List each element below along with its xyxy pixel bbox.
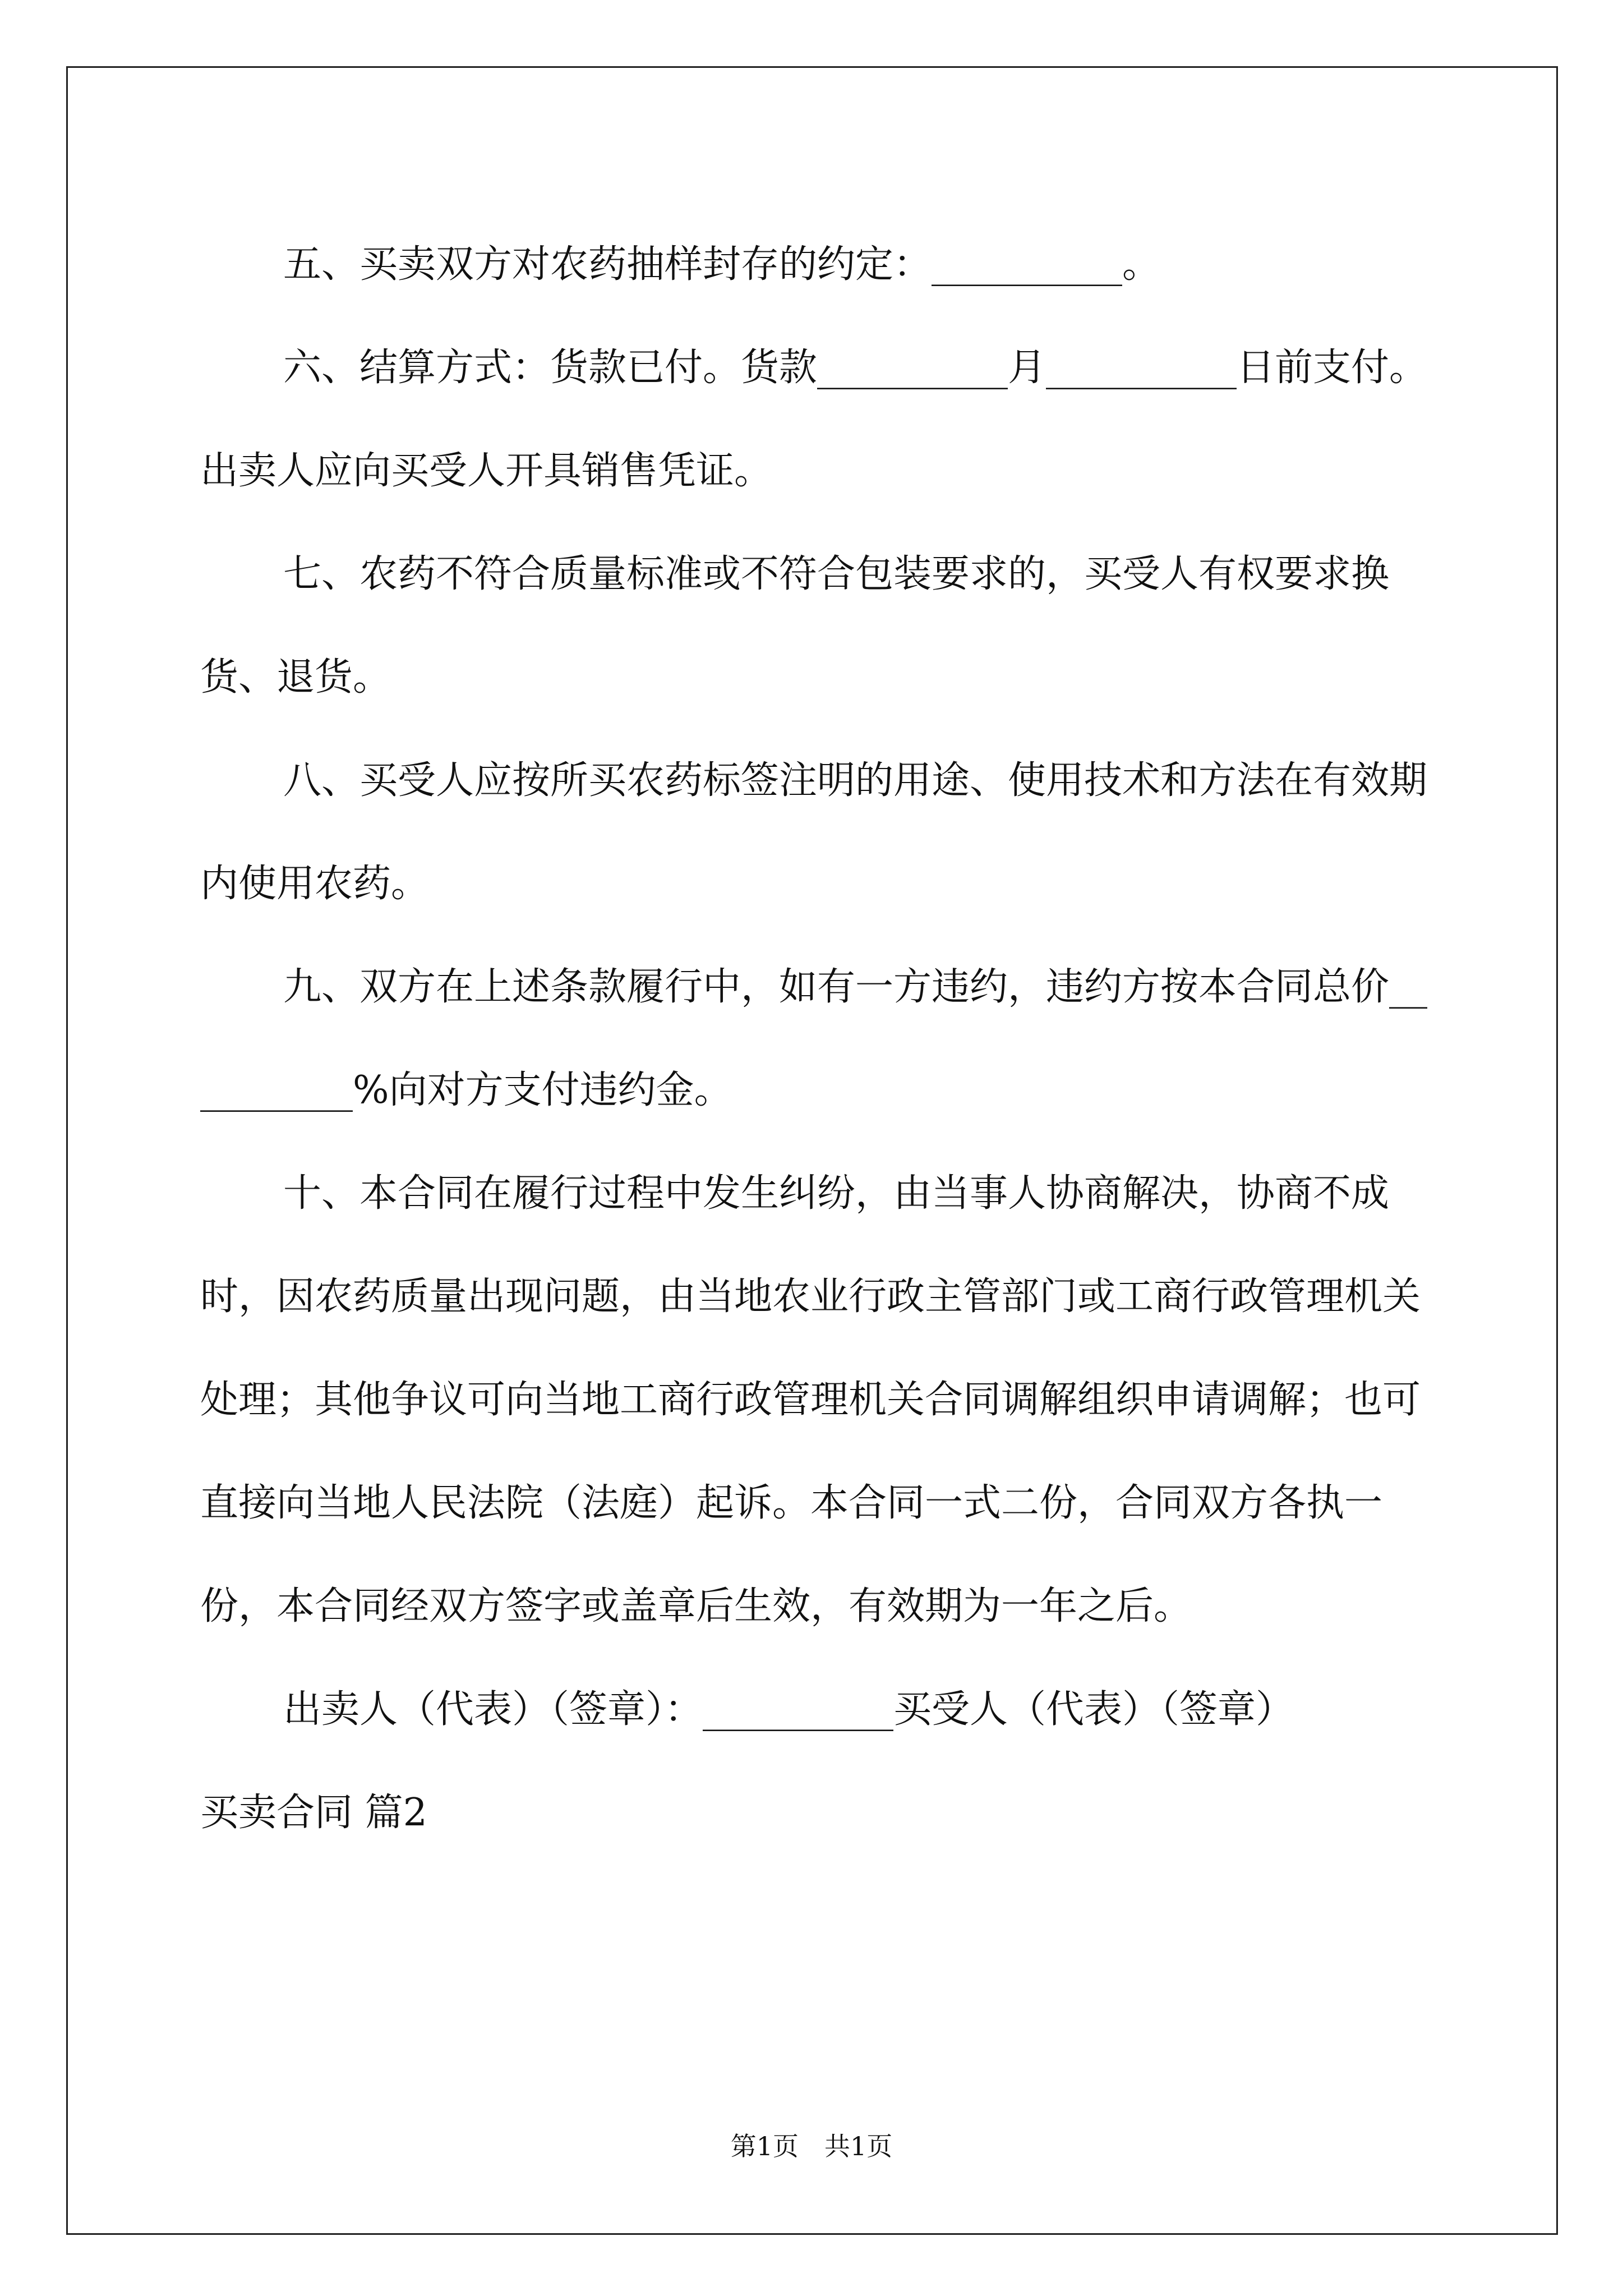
clause-7: 七、农药不符合质量标准或不符合包装要求的，买受人有权要求换货、退货。 <box>200 552 1390 700</box>
clause-8: 八、买受人应按所买农药标签注明的用途、使用技术和方法在有效期内使用农药。 <box>200 758 1428 906</box>
clause-10: 十、本合同在履行过程中发生纠纷，由当事人协商解决，协商不成时，因农药质量出现问题，由当地农业行政主管部门或工商行政管理机关处理；其他争议可向当地工商行政管理机关合同调解组织申请调解；也可直接向当地人民法院（法庭）起诉。本合同一式二份，合同双方各执一份，本合同经双方签字或盖章后生效，有效期为一年之后。 <box>200 1171 1421 1628</box>
clause-6: 六、结算方式：货款已付。货款__________月__________日前支付。出卖人应向买受人开具销售凭证。 <box>200 346 1428 493</box>
section-heading: 买卖合同 篇2 <box>200 1791 427 1835</box>
page-footer: 第1页 共1页 <box>730 2131 893 2161</box>
clause-5: 五、买卖双方对农药抽样封存的约定：__________。 <box>283 242 1161 287</box>
clause-9: 九、双方在上述条款履行中，如有一方违约，违约方按本合同总价__________%向对方支付违约金。 <box>200 965 1428 1112</box>
document-body <box>200 213 1434 1865</box>
signature-line: 出卖人（代表）（签章）：__________买受人（代表）（签章） <box>283 1687 1294 1732</box>
